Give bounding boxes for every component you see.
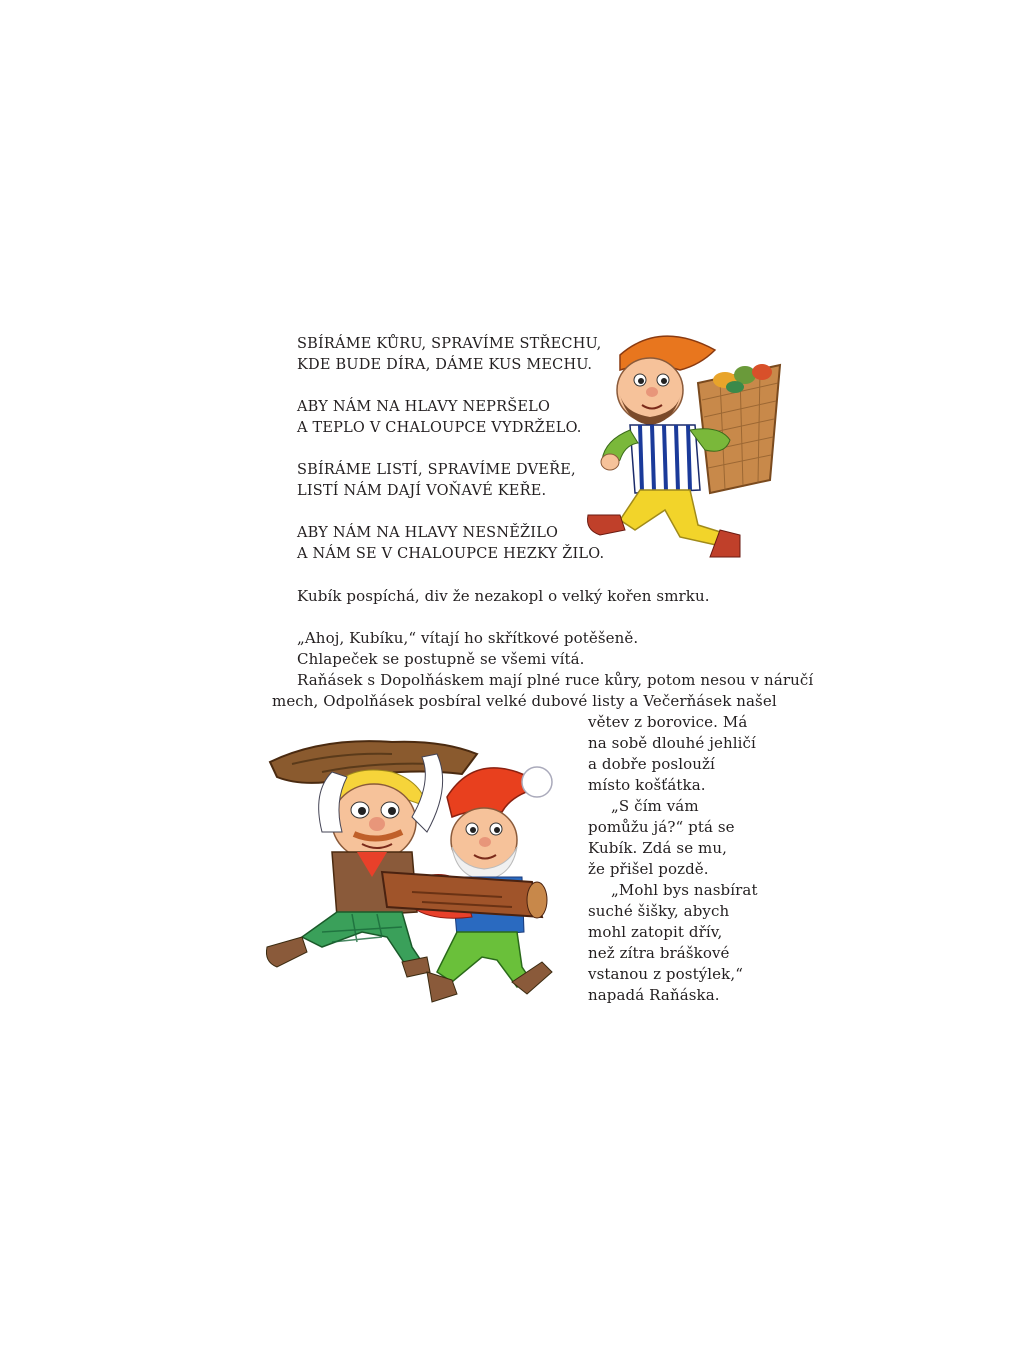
column-line: na sobě dlouhé jehličí: [588, 734, 756, 752]
column-line: že přišel pozdě.: [588, 860, 709, 878]
two-gnomes-carrying-bark-illustration: [262, 732, 562, 1007]
column-line: vstanou z postýlek,“: [588, 965, 743, 983]
paragraph-line: mech, Odpolňásek posbíral velké dubové listy a Večerňásek našel: [272, 692, 777, 710]
poem-line: SBÍRÁME LISTÍ, SPRAVÍME DVEŘE,: [297, 462, 576, 478]
column-line: suché šišky, abych: [588, 902, 730, 920]
column-line: místo košťátka.: [588, 776, 706, 794]
paragraph-line: Raňásek s Dopolňáskem mají plné ruce kůry, potom nesou v náručí: [297, 671, 814, 689]
column-line: pomůžu já?“ ptá se: [588, 818, 735, 836]
basket-icon: [698, 364, 780, 493]
paragraph-line: Kubík pospíchá, div že nezakopl o velký kořen smrku.: [297, 587, 710, 605]
column-line: „Mohl bys nasbírat: [611, 881, 758, 899]
column-line: a dobře poslouží: [588, 755, 715, 773]
column-line: větev z borovice. Má: [588, 713, 748, 731]
poem-line: LISTÍ NÁM DAJÍ VOŇAVÉ KEŘE.: [297, 483, 547, 499]
poem-line: ABY NÁM NA HLAVY NEPRŠELO: [297, 399, 551, 415]
column-line: než zítra bráškové: [588, 944, 730, 962]
poem-line: KDE BUDE DÍRA, DÁME KUS MECHU.: [297, 357, 593, 373]
paragraph-line: „Ahoj, Kubíku,“ vítají ho skřítkové potěšeně.: [297, 629, 639, 647]
paragraph-line: Chlapeček se postupně se všemi vítá.: [297, 650, 585, 668]
poem-line: SBÍRÁME KŮRU, SPRAVÍME STŘECHU,: [297, 336, 602, 352]
poem-line: ABY NÁM NA HLAVY NESNĚŽILO: [297, 525, 559, 541]
column-line: „S čím vám: [611, 797, 699, 815]
column-line: napadá Raňáska.: [588, 986, 720, 1004]
poem-line: A NÁM SE V CHALOUPCE HEZKY ŽILO.: [297, 546, 605, 562]
column-line: mohl zatopit dřív,: [588, 923, 723, 941]
poem-line: A TEPLO V CHALOUPCE VYDRŽELO.: [297, 420, 582, 436]
gnome-with-basket-illustration: [580, 325, 790, 565]
column-line: Kubík. Zdá se mu,: [588, 839, 727, 857]
